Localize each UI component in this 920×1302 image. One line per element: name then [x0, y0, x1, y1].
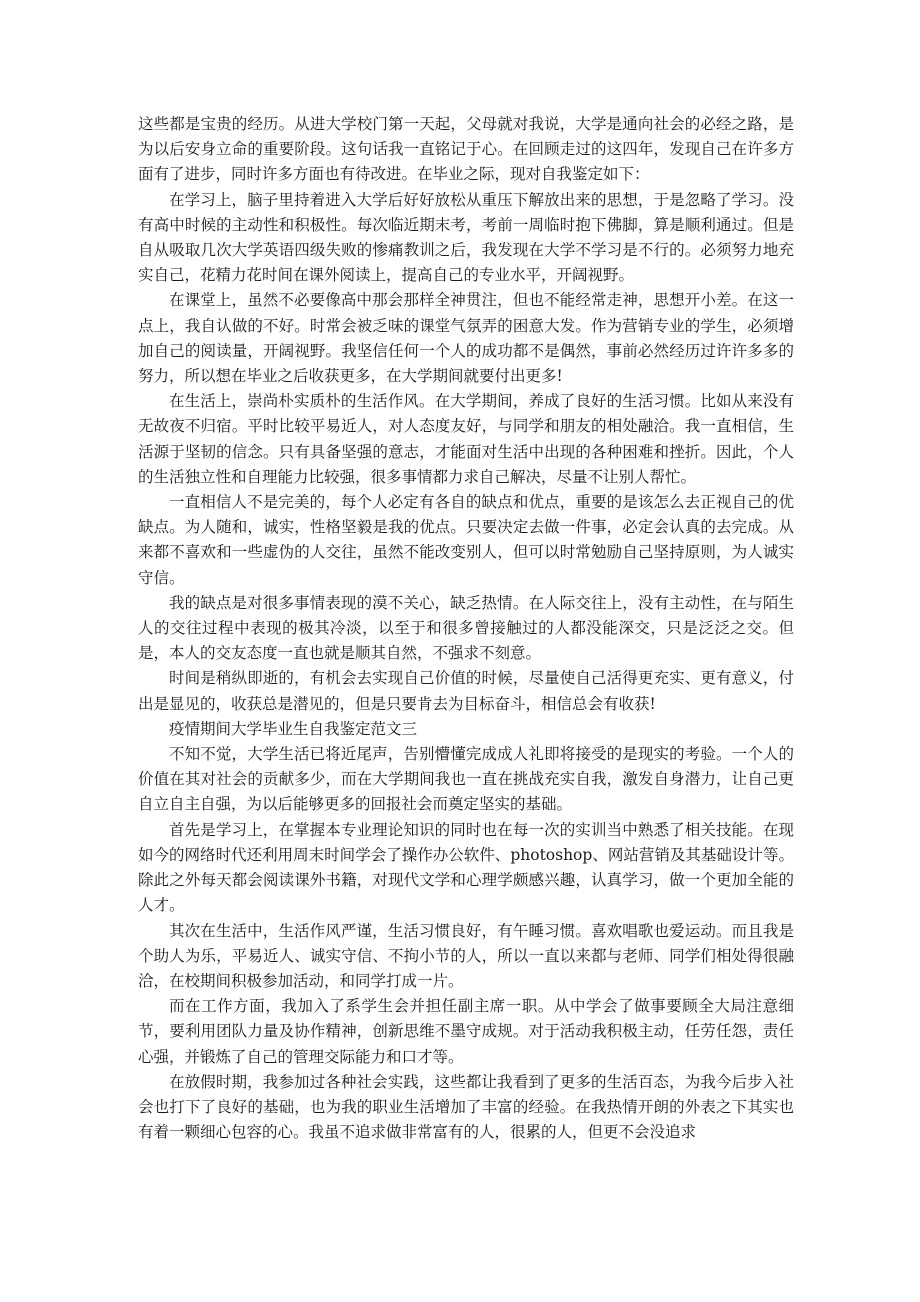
- paragraph-study: 在学习上，脑子里持着进入大学后好好放松从重压下解放出来的思想，于是忽略了学习。没有高中时候的主动性和积极性。每次临近期末考，考前一周临时抱下佛脚，算是顺利通过。但是自从吸取几次大学英语四级失败的惨痛教训之后，我发现在大学不学习是不行的。必须努力地充实自己，花精力花时间在课外阅读上，提高自己的专业水平，开阔视野。: [138, 190, 794, 285]
- paragraph-vacation: 在放假时期，我参加过各种社会实践，这些都让我看到了更多的生活百态，为我今后步入社会也打下了良好的基础，也为我的职业生活增加了丰富的经验。在我热情开朗的外表之下其实也有着一颗细心包容的心。我虽不追求做非常富有的人，很累的人，但更不会没追求: [138, 1072, 794, 1142]
- section-heading: 疫情期间大学毕业生自我鉴定范文三: [169, 719, 418, 738]
- paragraph-learning: 首先是学习上，在掌握本专业理论知识的同时也在每一次的实训当中熟悉了相关技能。在现如今的网络时代还利用周末时间学会了操作办公软件、photoshop、网站营销及其基础设计等。除此之外每天都会阅读课外书籍，对现代文学和心理学颇感兴趣，认真学习，做一个更加全能的人才。: [138, 820, 794, 915]
- paragraph-work: 而在工作方面，我加入了系学生会并担任副主席一职。从中学会了做事要顾全大局注意细节，要利用团队力量及协作精神，创新思维不墨守成规。对于活动我积极主动，任劳任怨，责任心强，并锻炼了自己的管理交际能力和口才等。: [138, 997, 794, 1066]
- paragraph-time: 时间是稍纵即逝的，有机会去实现自己价值的时候，尽量使自己活得更充实、更有意义，付出是显见的，收获总是潜见的，但是只要肯去为目标奋斗，相信总会有收获!: [138, 669, 794, 713]
- document-body: [138, 112, 794, 1145]
- paragraph-weaknesses: 我的缺点是对很多事情表现的漠不关心，缺乏热情。在人际交往上，没有主动性，在与陌生人的交往过程中表现的极其冷淡，以至于和很多曾接触过的人都没能深交，只是泛泛之交。但是，本人的交友态度一直也就是顺其自然，不强求不刻意。: [138, 593, 794, 663]
- paragraph-unknowingly: 不知不觉，大学生活已将近尾声，告别懵懂完成成人礼即将接受的是现实的考验。一个人的价值在其对社会的贡献多少，而在大学期间我也一直在挑战充实自我，激发自身潜力，让自己更自立自主自强，为以后能够更多的回报社会而奠定坚实的基础。: [138, 745, 794, 814]
- paragraph-classroom: 在课堂上，虽然不必要像高中那会那样全神贯注，但也不能经常走神，思想开小差。在这一点上，我自认做的不好。时常会被乏味的课堂气氛弄的困意大发。作为营销专业的学生，必须增加自己的阅读量，开阔视野。我坚信任何一个人的成功都不是偶然，事前必然经历过许许多多的努力，所以想在毕业之后收获更多，在大学期间就要付出更多!: [138, 291, 794, 386]
- paragraph-intro: 这些都是宝贵的经历。从进大学校门第一天起，父母就对我说，大学是通向社会的必经之路，是为以后安身立命的重要阶段。这句话我一直铭记于心。在回顾走过的这四年，发现自己在许多方面有了进步，同时许多方面也有待改进。在毕业之际，现对自我鉴定如下：: [138, 115, 794, 184]
- paragraph-daily-life: 其次在生活中，生活作风严谨，生活习惯良好，有午睡习惯。喜欢唱歌也爱运动。而且我是个助人为乐，平易近人、诚实守信、不拘小节的人，所以一直以来都与老师、同学们相处得很融洽，在校期间积极参加活动，和同学打成一片。: [138, 921, 794, 990]
- paragraph-life: 在生活上，崇尚朴实质朴的生活作风。在大学期间，养成了良好的生活习惯。比如从来没有无故夜不归宿。平时比较平易近人，对人态度友好，与同学和朋友的相处融洽。我一直相信，生活源于坚韧的信念。只有具备坚强的意志，才能面对生活中出现的各种困难和挫折。因此，个人的生活独立性和自理能力比较强，很多事情都力求自己解决，尽量不让别人帮忙。: [138, 392, 794, 486]
- paragraph-strengths: 一直相信人不是完美的，每个人必定有各自的缺点和优点，重要的是该怎么去正视自己的优缺点。为人随和，诚实，性格坚毅是我的优点。只要决定去做一件事，必定会认真的去完成。从来都不喜欢和一些虚伪的人交往，虽然不能改变别人，但可以时常勉励自己坚持原则，为人诚实守信。: [138, 493, 794, 587]
